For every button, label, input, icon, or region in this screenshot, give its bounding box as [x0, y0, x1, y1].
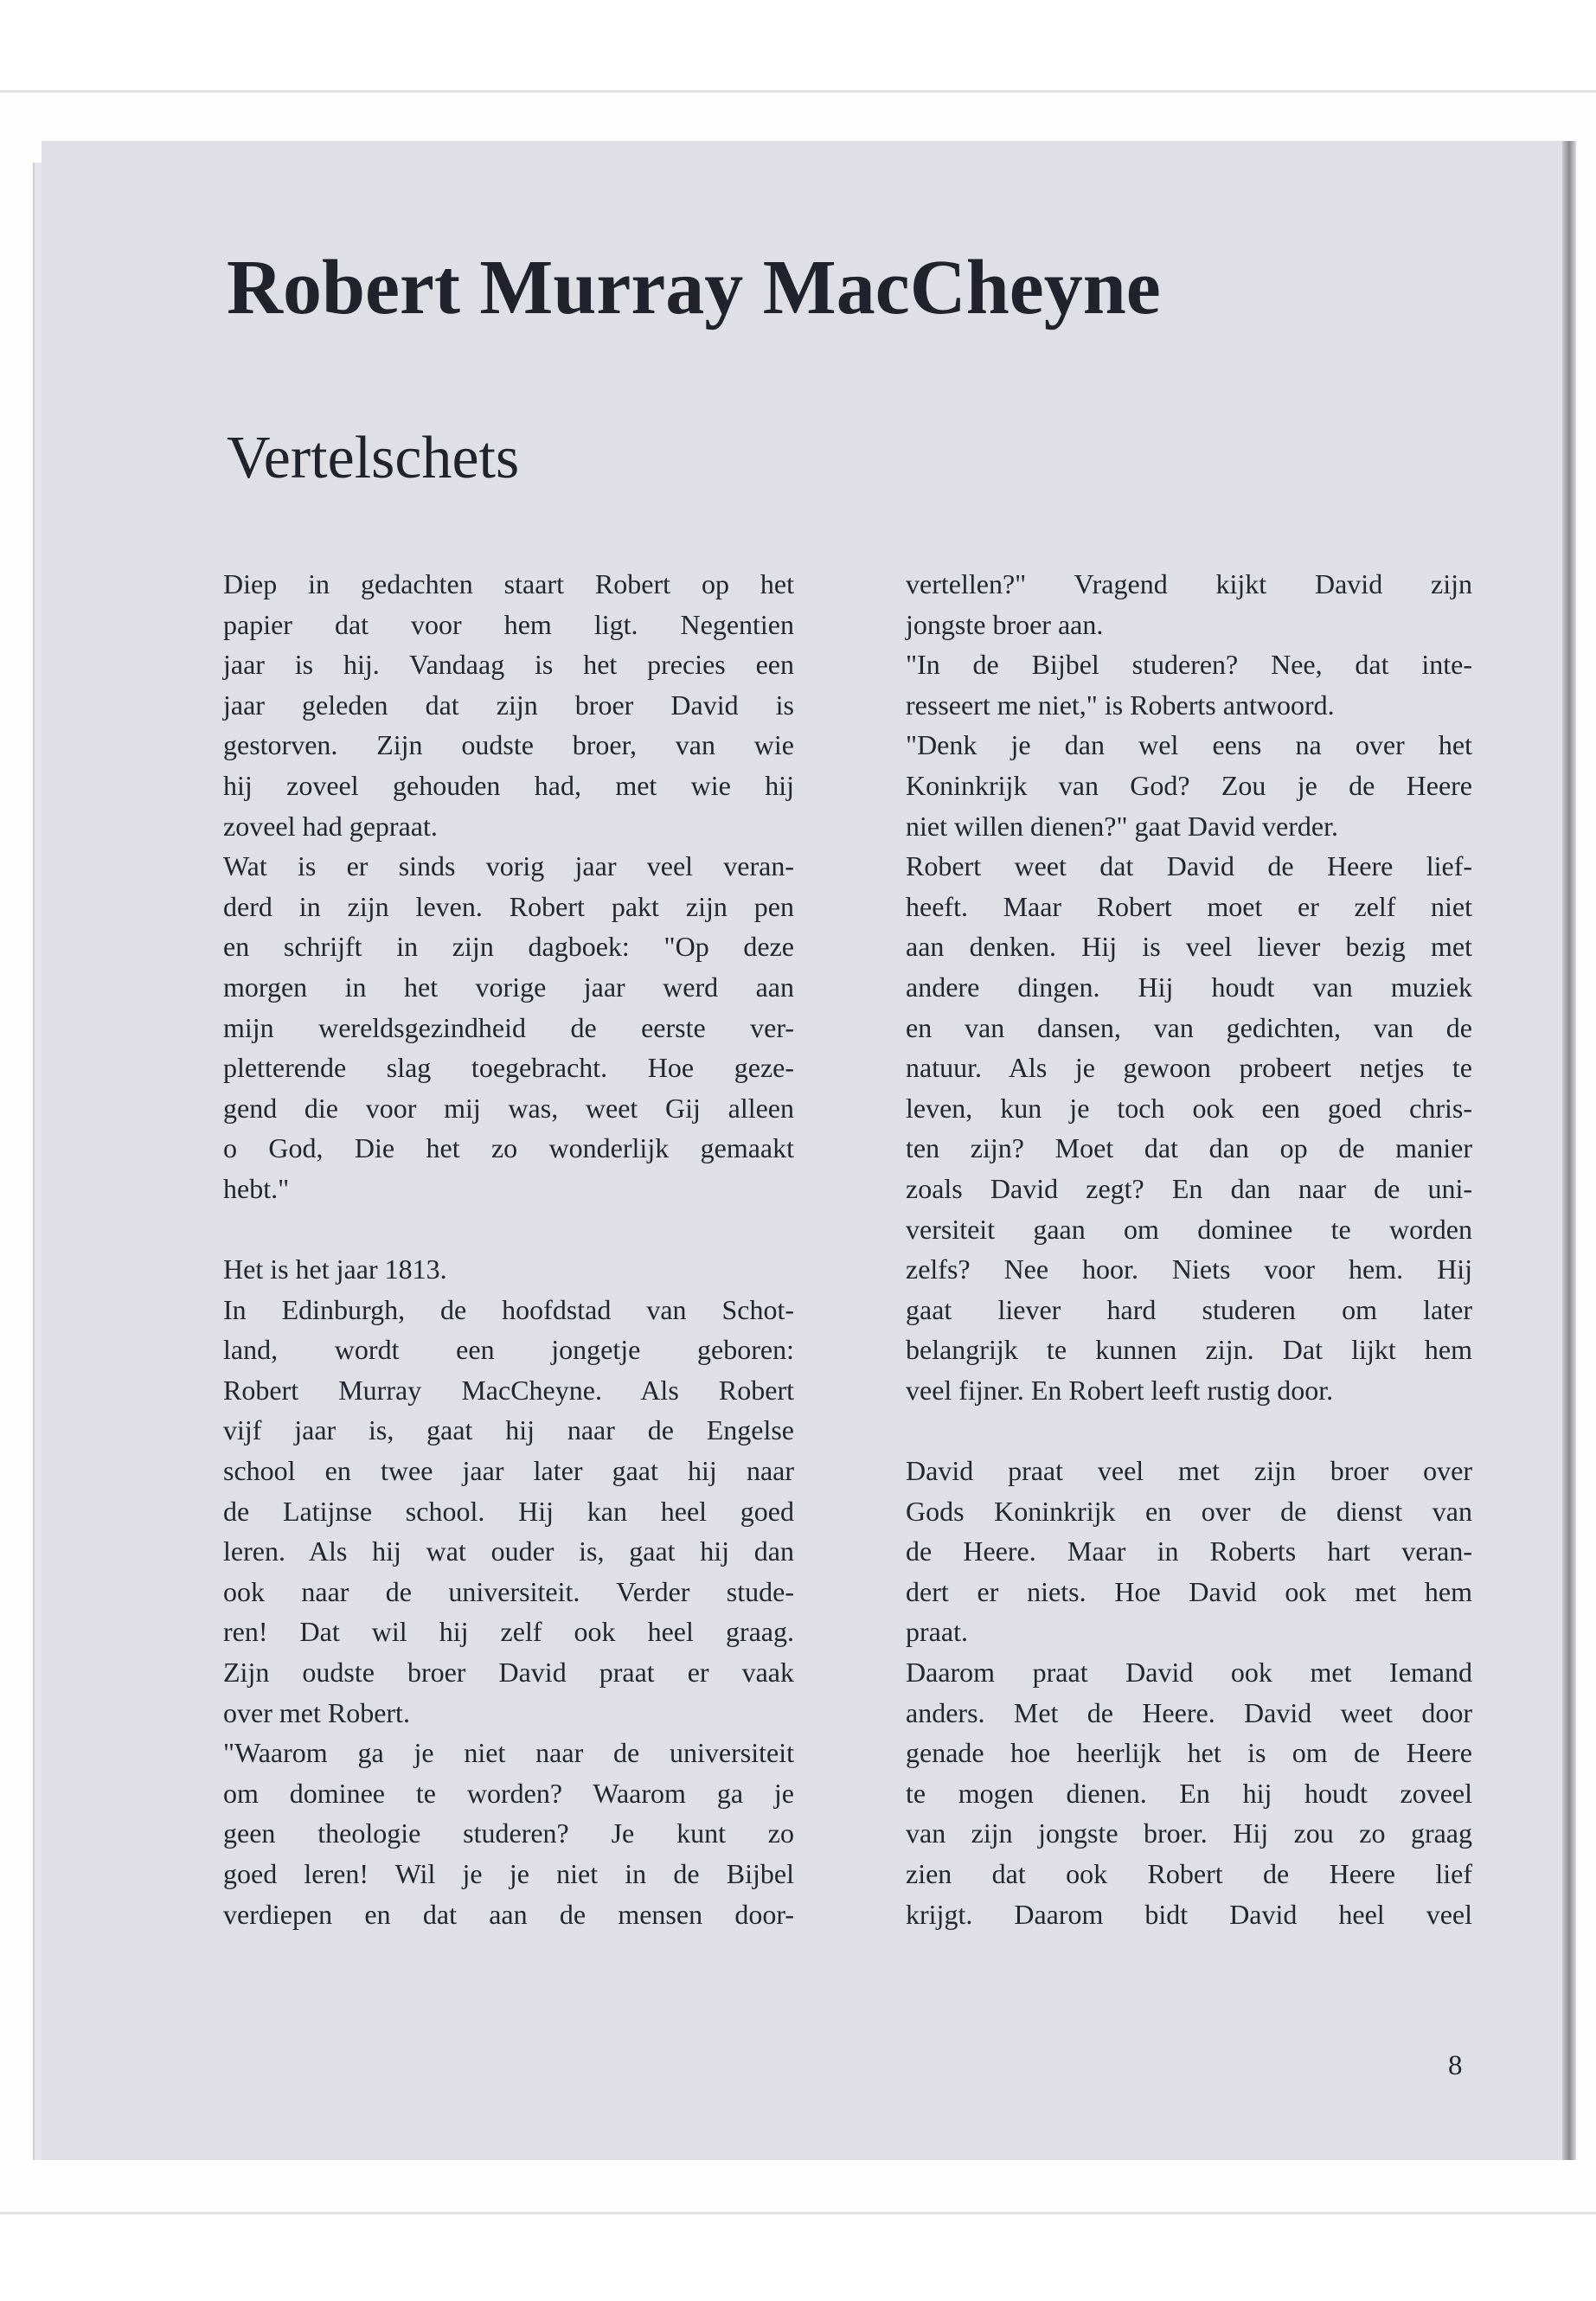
- text-line: goed leren! Wil je je niet in de Bijbel: [223, 1858, 794, 1889]
- paragraph: [906, 846, 1472, 1410]
- text-line: resseert me niet," is Roberts antwoord.: [906, 689, 1335, 721]
- paragraph-gap: [906, 1410, 1472, 1451]
- text-line: In Edinburgh, de hoofdstad van Schot-: [223, 1293, 794, 1325]
- text-line: jongste broer aan.: [906, 608, 1104, 640]
- text-line: veel fijner. En Robert leeft rustig door.: [906, 1374, 1334, 1406]
- text-line: Het is het jaar 1813.: [223, 1253, 447, 1285]
- page-subtitle: Vertelschets: [227, 425, 520, 491]
- paragraph-gap: [223, 1209, 794, 1250]
- text-line: morgen in het vorige jaar werd aan: [223, 971, 794, 1003]
- paragraph: [223, 1733, 794, 1934]
- text-line: David praat veel met zijn broer over: [906, 1455, 1472, 1487]
- paragraph: [223, 846, 794, 1208]
- text-line: leven, kun je toch ook een goed chris-: [906, 1092, 1472, 1124]
- paragraph: [906, 644, 1472, 725]
- text-line: o God, Die het zo wonderlijk gemaakt: [223, 1132, 794, 1164]
- paragraph: [906, 1451, 1472, 1652]
- text-line: de Latijnse school. Hij kan heel goed: [223, 1495, 794, 1527]
- text-line: ten zijn? Moet dat dan op de manier: [906, 1132, 1472, 1164]
- text-line: Robert Murray MacCheyne. Als Robert: [223, 1374, 794, 1406]
- text-line: de Heere. Maar in Roberts hart veran-: [906, 1535, 1472, 1567]
- text-line: mijn wereldsgezindheid de eerste ver-: [223, 1011, 794, 1043]
- text-line: ook naar de universiteit. Verder stude-: [223, 1575, 794, 1607]
- text-line: genade hoe heerlijk het is om de Heere: [906, 1737, 1472, 1769]
- text-line: zelfs? Nee hoor. Niets voor hem. Hij: [906, 1253, 1472, 1285]
- text-line: "Waarom ga je niet naar de universiteit: [223, 1737, 794, 1769]
- text-line: natuur. Als je gewoon probeert netjes te: [906, 1052, 1472, 1084]
- text-line: "Denk je dan wel eens na over het: [906, 729, 1472, 761]
- page-title: Robert Murray MacCheyne: [227, 245, 1161, 330]
- text-line: school en twee jaar later gaat hij naar: [223, 1455, 794, 1487]
- text-line: vijf jaar is, gaat hij naar de Engelse: [223, 1414, 794, 1446]
- text-line: hij zoveel gehouden had, met wie hij: [223, 769, 794, 801]
- text-line: en schrijft in zijn dagboek: "Op deze: [223, 931, 794, 963]
- text-line: andere dingen. Hij houdt van muziek: [906, 971, 1472, 1003]
- page-number: 8: [1448, 2050, 1463, 2081]
- text-line: Diep in gedachten staart Robert op het: [223, 568, 794, 599]
- text-line: praat.: [906, 1616, 968, 1648]
- text-line: ren! Dat wil hij zelf ook heel graag.: [223, 1616, 794, 1648]
- paragraph: [223, 564, 794, 846]
- text-line: om dominee te worden? Waarom ga je: [223, 1777, 794, 1809]
- text-line: gaat liever hard studeren om later: [906, 1293, 1472, 1325]
- text-line: Koninkrijk van God? Zou je de Heere: [906, 769, 1472, 801]
- text-line: jaar geleden dat zijn broer David is: [223, 689, 794, 721]
- text-line: Gods Koninkrijk en over de dienst van: [906, 1495, 1472, 1527]
- text-line: geen theologie studeren? Je kunt zo: [223, 1817, 794, 1849]
- text-line: pletterende slag toegebracht. Hoe geze-: [223, 1052, 794, 1084]
- text-line: dert er niets. Hoe David ook met hem: [906, 1575, 1472, 1607]
- text-line: land, wordt een jongetje geboren:: [223, 1334, 794, 1366]
- text-line: "In de Bijbel studeren? Nee, dat inte-: [906, 649, 1472, 681]
- text-line: belangrijk te kunnen zijn. Dat lijkt hem: [906, 1334, 1472, 1366]
- text-line: vertellen?" Vragend kijkt David zijn: [906, 568, 1472, 599]
- text-line: verdiepen en dat aan de mensen door-: [223, 1898, 794, 1930]
- text-line: Robert weet dat David de Heere lief-: [906, 850, 1472, 882]
- paragraph: [223, 1249, 794, 1290]
- text-line: en van dansen, van gedichten, van de: [906, 1011, 1472, 1043]
- text-line: over met Robert.: [223, 1696, 410, 1728]
- text-line: hebt.": [223, 1172, 290, 1204]
- text-line: zoals David zegt? En dan naar de uni-: [906, 1172, 1472, 1204]
- paragraph: [906, 1652, 1472, 1934]
- text-line: gend die voor mij was, weet Gij alleen: [223, 1092, 794, 1124]
- text-line: Zijn oudste broer David praat er vaak: [223, 1657, 794, 1689]
- text-column-right: [906, 564, 1472, 1934]
- text-line: aan denken. Hij is veel liever bezig met: [906, 931, 1472, 963]
- text-column-left: [223, 564, 794, 1934]
- text-line: Daarom praat David ook met Iemand: [906, 1657, 1472, 1689]
- page-binding-edge: [1562, 141, 1576, 2160]
- text-line: jaar is hij. Vandaag is het precies een: [223, 649, 794, 681]
- text-line: Wat is er sinds vorig jaar veel veran-: [223, 850, 794, 882]
- text-line: krijgt. Daarom bidt David heel veel: [906, 1898, 1472, 1930]
- text-line: versiteit gaan om dominee te worden: [906, 1213, 1472, 1245]
- paragraph: [906, 725, 1472, 846]
- text-line: leren. Als hij wat ouder is, gaat hij dan: [223, 1535, 794, 1567]
- paragraph: [906, 564, 1472, 644]
- text-line: niet willen dienen?" gaat David verder.: [906, 810, 1338, 842]
- text-line: zien dat ook Robert de Heere lief: [906, 1858, 1472, 1889]
- text-line: te mogen dienen. En hij houdt zoveel: [906, 1777, 1472, 1809]
- text-line: derd in zijn leven. Robert pakt zijn pen: [223, 890, 794, 922]
- text-line: heeft. Maar Robert moet er zelf niet: [906, 890, 1472, 922]
- text-line: zoveel had gepraat.: [223, 810, 438, 842]
- text-line: anders. Met de Heere. David weet door: [906, 1696, 1472, 1728]
- text-line: papier dat voor hem ligt. Negentien: [223, 608, 794, 640]
- text-line: van zijn jongste broer. Hij zou zo graag: [906, 1817, 1472, 1849]
- paragraph: [223, 1290, 794, 1734]
- text-line: gestorven. Zijn oudste broer, van wie: [223, 729, 794, 761]
